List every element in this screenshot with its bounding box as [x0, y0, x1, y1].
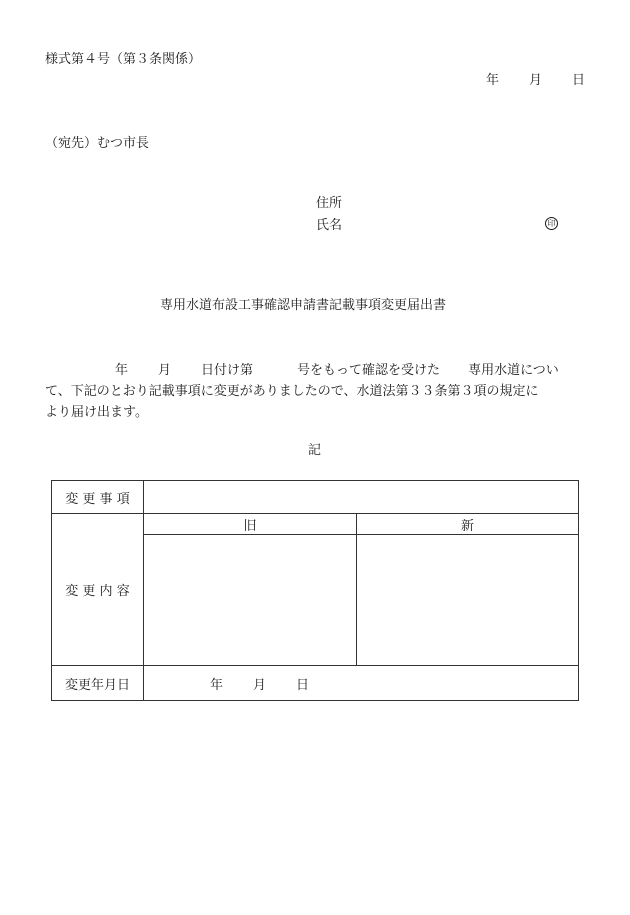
body-text: [45, 360, 590, 423]
body-date-suffix: 日付け第: [201, 363, 254, 378]
submission-date: [486, 74, 585, 87]
form-number: 様式第４号（第３条関係）: [45, 52, 202, 67]
table-row-change-item: [52, 481, 579, 514]
change-table: [51, 480, 579, 701]
ki-label: 記: [308, 443, 322, 458]
body-line-1-tail: 専用水道につい: [468, 363, 559, 378]
change-date-value[interactable]: [144, 666, 579, 701]
change-item-value[interactable]: [144, 481, 579, 514]
date-month: 月: [529, 73, 543, 88]
applicant-name-label: 氏名: [316, 218, 343, 233]
addressee: （宛先）むつ市長: [45, 136, 150, 151]
old-column-header: 旧: [144, 514, 357, 535]
date-year: 年: [486, 73, 500, 88]
body-line-2: て、下記のとおり記載事項に変更がありましたので、水道法第３３条第３項の規定に: [45, 384, 539, 399]
change-date-label: 変更年月日: [52, 666, 144, 701]
change-item-label: 変 更 事 項: [52, 481, 144, 514]
body-line-3: より届け出ます。: [45, 405, 148, 420]
seal-icon: 印: [545, 217, 558, 230]
table-row-content-header: [52, 514, 579, 535]
applicant-address-label: 住所: [316, 196, 343, 211]
date-day: 日: [572, 73, 586, 88]
body-month: 月: [158, 363, 172, 378]
change-date-day: 日: [296, 677, 310, 693]
change-date-year: 年: [210, 677, 224, 693]
change-content-label: 変 更 内 容: [52, 514, 144, 666]
new-column-header: 新: [357, 514, 579, 535]
body-line-1: [45, 360, 590, 381]
old-content-value[interactable]: [144, 535, 357, 666]
body-year: 年: [115, 363, 129, 378]
table-row-change-date: [52, 666, 579, 701]
body-number-suffix: 号をもって確認を受けた: [297, 363, 441, 378]
change-date-month: 月: [253, 677, 267, 693]
new-content-value[interactable]: [357, 535, 579, 666]
document-title: 専用水道布設工事確認申請書記載事項変更届出書: [160, 298, 447, 313]
